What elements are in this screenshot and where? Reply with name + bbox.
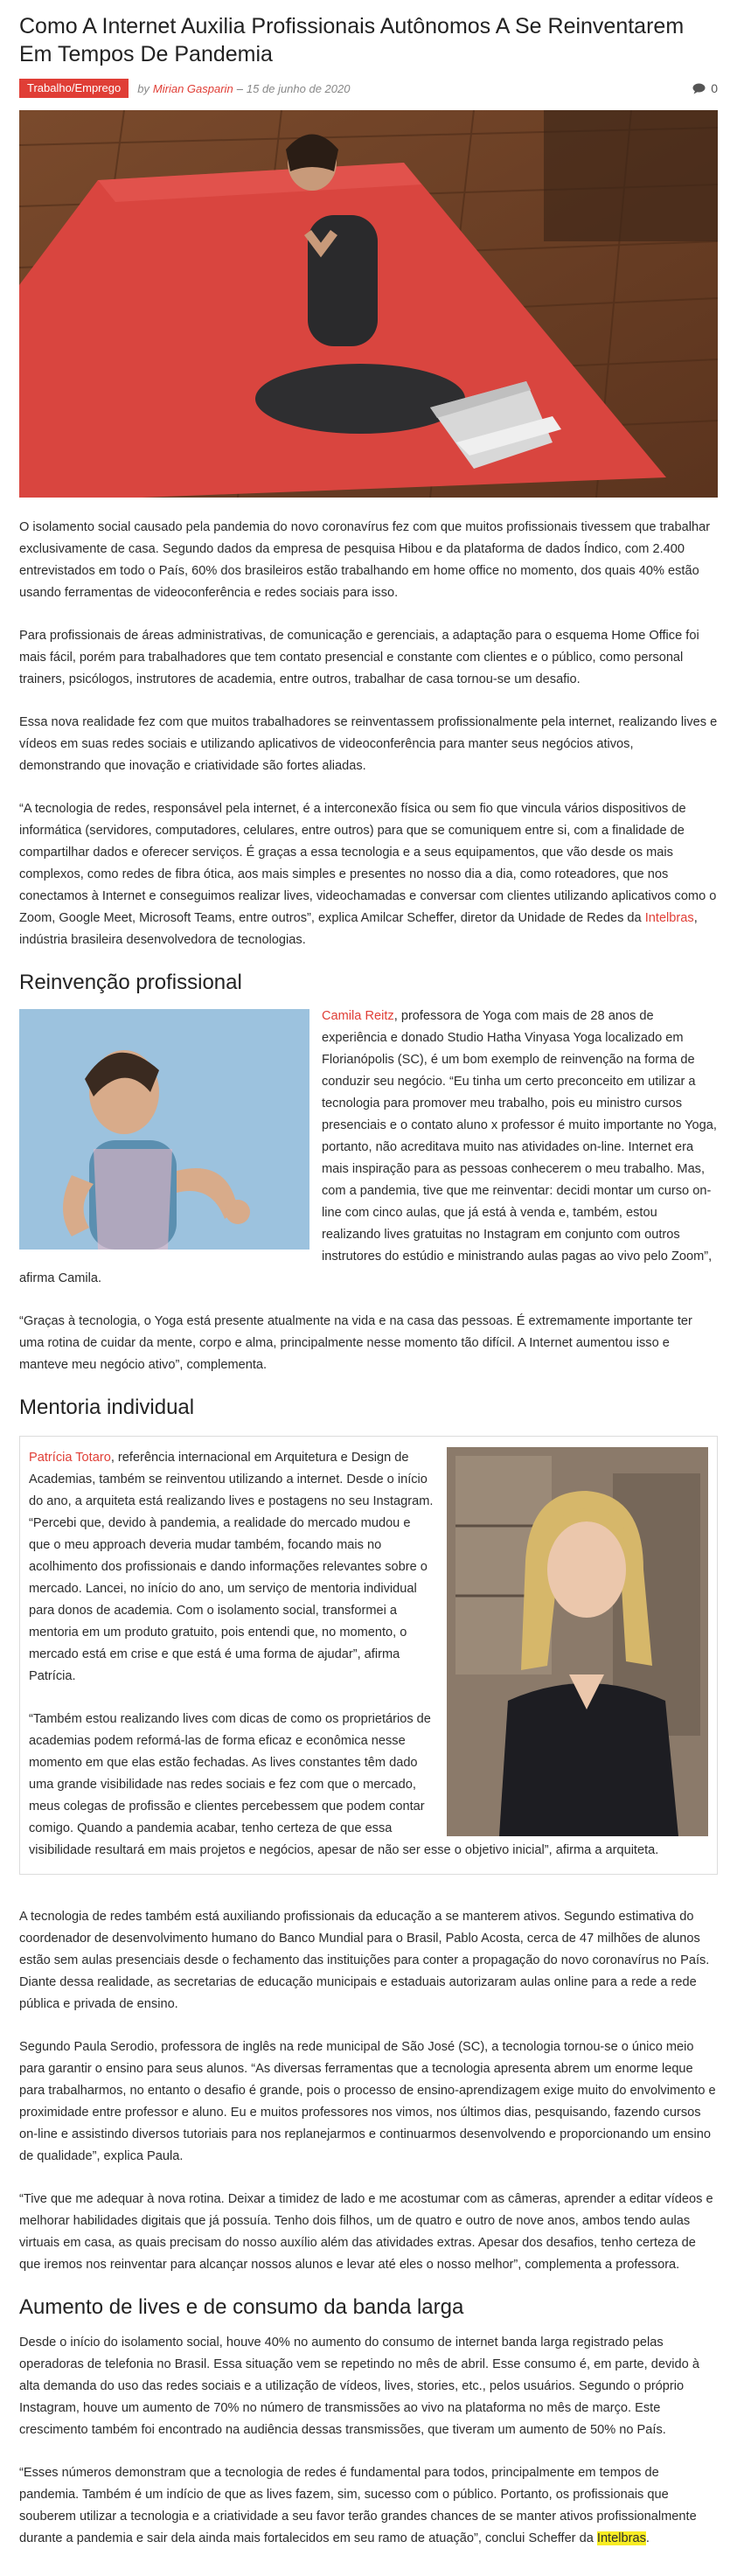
patricia-text: , referência internacional em Arquitetura e Design de Academias, também se reinventou utilizando a internet. Desde o início do ano, a arquiteta está realizando lives e postagens no seu Instagram. “Percebi que, devido à pandemia, a realidade do mercado mudou e que o meu approach deveria mudar também, focando mais no acolhimento dos profissionais e dando informações relevantes sobre o mercado. Lancei, no início do ano, um serviço de mentoria individual para donos de academia. Com o isolamento social, transformei a mentoria em um produto gratuito, pois entendi que, no momento, o mercado está em crise e que está é uma forma de ajudar”, afirma Patrícia.: [29, 1451, 434, 1683]
article-meta: [19, 79, 718, 98]
body-paragraph: Essa nova realidade fez com que muitos trabalhadores se reinventassem profissionalmente pela internet, realizando lives e vídeos em suas redes sociais e utilizando aplicativos de videoconferência para manter seus negócios ativos, demonstrando que inovação e criatividade são fortes aliadas.: [19, 715, 718, 773]
body-paragraph: Para profissionais de áreas administrativas, de comunicação e gerenciais, a adaptação para o esquema Home Office foi mais fácil, porém para trabalhadores que tem contato presencial e constante com clientes e o público, como personal trainers, psicólogos, instrutores de academia, entre outros, trabalhar de casa tornou-se um desafio.: [19, 629, 699, 686]
patricia-box: [19, 1436, 718, 1875]
comment-icon: [692, 83, 706, 94]
patricia-quote: “Também estou realizando lives com dicas de como os proprietários de academias podem reformá-las de forma eficaz e econômica nesse momento em que elas estão fechadas. As lives constantes têm dado uma grande visibilidade nas redes sociais e fez com que o mercado, meus colegas de profissão e clientes percebessem que podem contar comigo. Quando a pandemia acabar, tenho certeza de que essa visibilidade resultará em mais projetos e negócios, apesar de não ser esse o objetivo inicial”, afirma a arquiteta.: [29, 1712, 659, 1857]
section-heading-aumento: Aumento de lives e de consumo da banda larga: [19, 2295, 464, 2319]
final-quote-text: “Esses números demonstram que a tecnologia de redes é fundamental para todos, principalmente em tempos de pandemia. Também é um indício de que as lives fazem, sim, sucesso com o público. Portanto, os profissionais que souberem utilizar a tecnologia e a criatividade a seu favor terão grandes chances de se manter ativos profissionalmente durante a pandemia e sair dela ainda mais fortalecidos em seu ramo de atuação”, conclui Scheffer da: [19, 2466, 697, 2545]
section-heading-reinvencao: Reinvenção profissional: [19, 971, 242, 994]
body-paragraph: [19, 2462, 718, 2550]
camila-section: [19, 1006, 718, 1290]
comments-link[interactable]: [692, 78, 718, 100]
comment-count: 0: [711, 80, 718, 95]
by-label: by: [137, 81, 149, 95]
body-paragraph: [19, 798, 718, 951]
body-paragraph: A tecnologia de redes também está auxiliando profissionais da educação a se manterem ativos. Segundo estimativa do coordenador de desenvolvimento humano do Banco Mundial para o Brasil, Pablo Acosta, cerca de 47 milhões de alunos estão sem aulas presenciais desde o fechamento das instituições para conter a propagação do novo coronavírus no País. Diante dessa realidade, as secretarias de educação municipais e estaduais autorizaram aulas online para a rede a rede pública e privada de ensino.: [19, 1910, 710, 2011]
quote-text: “A tecnologia de redes, responsável pela internet, é a interconexão física ou sem fio que vincula vários dispositivos de informática (servidores, computadores, celulares, entre outros) para que se comuniquem entre si, com a finalidade de compartilhar dados e oferecer serviços. É graças a essa tecnologia e a seus equipamentos, que vão desde os mais complexos, como redes de fibra ótica, aos mais simples e presentes no nosso dia a dia, como roteadores, que nos conectamos à Internet e conseguimos realizar lives, videochamadas e conversar com clientes utilizando aplicativos como o Zoom, Google Meet, Microsoft Teams, entre outros”, explica Amilcar Scheffer, diretor da Unidade de Redes da: [19, 802, 717, 925]
hero-image: [19, 110, 718, 498]
article-title: Como A Internet Auxilia Profissionais Autônomos A Se Reinventarem Em Tempos De Pandemia: [19, 14, 685, 66]
patricia-illustration: [447, 1447, 708, 1836]
body-paragraph: “Tive que me adequar à nova rotina. Deixar a timidez de lado e me acostumar com as câmeras, aprender a editar vídeos e melhorar habilidades digitais que já possuía. Tenho dois filhos, um de quatro e outro de nove anos, ambos tendo aulas virtuais em casa, as quais precisam do nosso auxílio além das atividades extras. Apesar dos desafios, tenho certeza de que iremos nos reinventar para alcançar nossos alunos e levar até eles o nosso melhor”, complementa a professora.: [19, 2192, 713, 2272]
hero-illustration: [19, 110, 718, 498]
camila-link[interactable]: Camila Reitz: [322, 1009, 394, 1023]
patricia-link[interactable]: Patrícia Totaro: [29, 1451, 111, 1465]
intelbras-link-highlighted[interactable]: Intelbras: [596, 2531, 646, 2545]
intelbras-link[interactable]: Intelbras: [644, 911, 694, 925]
body-paragraph: Segundo Paula Serodio, professora de inglês na rede municipal de São José (SC), a tecnologia tornou-se o único meio para garantir o ensino para seus alunos. “As diversas ferramentas que a tecnologia apresenta abrem um enorme leque para trabalharmos, no entanto o desafio é grande, pois o processo de ensino-aprendizagem exige muito do envolvimento e proximidade entre professor e aluno. Eu e muitos professores nos vimos, nos últimos dias, pesquisando, fazendo cursos on-line e assistindo diversos tutoriais para nos replanejarmos e continuarmos desenvolvendo e proporcionando um ensino de qualidade”, explica Paula.: [19, 2040, 716, 2163]
publish-date: 15 de junho de 2020: [246, 81, 351, 95]
body-paragraph: “Graças à tecnologia, o Yoga está presente atualmente na vida e na casa das pessoas. É extremamente importante ter uma rotina de cuidar da mente, corpo e alma, principalmente nesse momento tão difícil. A Internet aumentou isso e manteve meu negócio ativo”, complementa.: [19, 1314, 692, 1372]
category-badge[interactable]: Trabalho/Emprego: [19, 79, 129, 98]
meta-separator: –: [236, 81, 243, 95]
author-link[interactable]: Mirian Gasparin: [152, 81, 233, 95]
quote-text: , indústria brasileira desenvolvedora de tecnologias.: [19, 911, 698, 947]
patricia-photo: [447, 1447, 708, 1836]
section-heading-mentoria: Mentoria individual: [19, 1396, 195, 1419]
camila-text: , professora de Yoga com mais de 28 anos de experiência e donado Studio Hatha Vinyasa Yoga localizado em Florianópolis (SC), é um bom exemplo de reinvenção na forma de conduzir seu negócio. “Eu tinha um certo preconceito em utilizar a tecnologia para promover meu trabalho, pois eu ministro cursos presenciais e o contato aluno x professor é muito importante no Yoga, portanto, não acreditava muito nas atividades on-line. Internet era mais inspiração para as pessoas conhecerem o meu trabalho. Mas, com a pandemia, tive que me reinventar: decidi montar um curso on-line com cinco aulas, que já está à venda e, também, estou realizando lives gratuitas no Instagram em conjunto com outros instrutores do estúdio e ministrando aulas pagas ao vivo pelo Zoom”, afirma Camila.: [19, 1009, 717, 1285]
body-paragraph: O isolamento social causado pela pandemia do novo coronavírus fez com que muitos profissionais tivessem que trabalhar exclusivamente de casa. Segundo dados da empresa de pesquisa Hibou e da plataforma de dados Índico, com 2.400 entrevistados em todo o País, 60% dos brasileiros estão trabalhando em home office no momento, dos quais 40% estão usando ferramentas de videoconferência e redes sociais para isso.: [19, 520, 711, 600]
body-paragraph: Desde o início do isolamento social, houve 40% no aumento do consumo de internet banda larga registrado pelas operadoras de telefonia no Brasil. Essa situação vem se repetindo no mês de abril. Esse consumo é, em parte, devido à alta demanda do uso das redes sociais e a utilização de vídeos, lives, stories, etc., pelos usuários. Segundo o próprio Instagram, houve um aumento de 70% no número de transmissões ao vivo na plataforma no mês de março. Este crescimento também foi encontrado na audiência dessas transmissões, que tiveram um aumento de 50% no País.: [19, 2336, 699, 2437]
camila-illustration: [19, 1009, 309, 1250]
camila-photo: [19, 1009, 309, 1250]
final-quote-end: .: [645, 2531, 650, 2545]
